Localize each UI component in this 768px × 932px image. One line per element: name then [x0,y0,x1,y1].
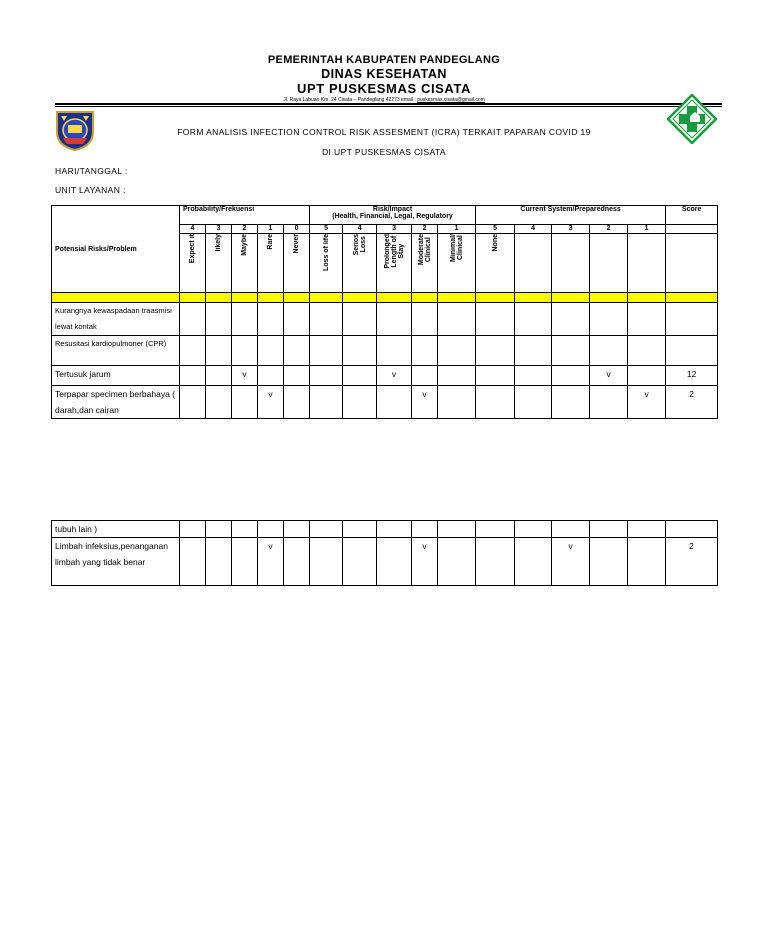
rating-number: 4 [180,225,206,234]
risk-label: Resusitasi kardiopulmoner (CPR) [52,336,180,366]
rating-cell[interactable] [377,521,412,538]
rating-cell[interactable] [377,538,412,586]
score-cell[interactable] [666,336,718,366]
rating-cell[interactable] [284,521,310,538]
table-row [52,538,718,586]
rating-cell[interactable] [343,521,377,538]
rating-cell[interactable] [180,303,206,336]
rating-label-cell [343,234,377,293]
rating-cell[interactable] [284,386,310,419]
rating-cell[interactable]: v [258,386,284,419]
rating-cell[interactable]: v [412,538,438,586]
rating-cell[interactable] [284,336,310,366]
rating-cell[interactable] [377,336,412,366]
rating-number: 3 [552,225,590,234]
rating-cell[interactable] [284,303,310,336]
rating-cell[interactable] [343,538,377,586]
rating-cell[interactable] [310,303,343,336]
rating-label-cell [628,234,666,293]
rating-number: 5 [476,225,515,234]
score-cell[interactable]: 2 [666,386,718,419]
table-row [52,386,718,419]
form-subtitle: DI UPT PUSKESMAS CISATA [322,147,446,157]
risk-label: Kurangnya kewaspadaan traasmisi lewat kontak [52,303,180,336]
rating-cell[interactable]: v [552,538,590,586]
score-cell[interactable]: 12 [666,366,718,386]
header-government: PEMERINTAH KABUPATEN PANDEGLANG [267,54,501,66]
rating-cell[interactable] [206,366,232,386]
rating-label-cell [310,234,343,293]
rating-cell[interactable] [258,303,284,336]
rating-cell[interactable] [552,303,590,336]
header-rule [55,103,722,105]
header-puskesmas: UPT PUSKESMAS CISATA [296,81,472,96]
rating-label: Moderate Clinical [417,234,432,266]
highlight-cell [232,293,258,303]
rating-label: Serios Loss [352,234,367,256]
rating-number: 1 [438,225,476,234]
rating-cell[interactable] [438,521,476,538]
table-row [52,521,718,538]
rating-cell[interactable] [590,336,628,366]
rating-cell[interactable] [232,386,258,419]
rating-cell[interactable] [258,366,284,386]
rating-cell[interactable] [232,538,258,586]
rating-cell[interactable] [628,303,666,336]
rating-cell[interactable] [258,336,284,366]
rating-label: None [491,234,499,252]
rating-cell[interactable] [206,538,232,586]
rating-number: 2 [232,225,258,234]
rating-cell[interactable]: v [628,386,666,419]
header-rule-thin [55,106,722,107]
rating-cell[interactable] [310,366,343,386]
highlight-cell [552,293,590,303]
rating-label-cell [590,234,628,293]
rating-label-cell [515,234,552,293]
rating-cell[interactable] [476,336,515,366]
rating-cell[interactable] [310,538,343,586]
table-body-continued [52,521,718,586]
rating-cell[interactable] [180,386,206,419]
rating-cell[interactable] [343,386,377,419]
rating-cell[interactable] [310,386,343,419]
rating-cell[interactable] [438,336,476,366]
highlight-cell [284,293,310,303]
rating-label-cell [438,234,476,293]
rating-cell[interactable] [343,303,377,336]
rating-number: 1 [628,225,666,234]
risk-label: Terpapar specimen berbahaya ( darah,dan cairan [52,386,180,419]
col-group-probability: Probability/Frekuensi [180,206,310,225]
risk-label: tubuh lain ) [52,521,180,538]
rating-cell[interactable] [180,336,206,366]
rating-label-cell [552,234,590,293]
rating-cell[interactable] [476,366,515,386]
rating-label: Prolonged Length of Stay [383,234,405,269]
score-cell[interactable] [666,303,718,336]
rating-cell[interactable] [438,386,476,419]
rating-cell[interactable] [310,336,343,366]
icra-table [51,205,718,419]
rating-label-cell [206,234,232,293]
rating-cell[interactable] [232,303,258,336]
rating-cell[interactable] [206,386,232,419]
rating-cell[interactable] [552,386,590,419]
highlight-row [52,293,718,303]
highlight-cell [180,293,206,303]
rating-cell[interactable] [628,538,666,586]
rating-cell[interactable] [310,521,343,538]
rating-label-cell [180,234,206,293]
highlight-cell [476,293,515,303]
rating-cell[interactable]: v [232,366,258,386]
rating-cell[interactable] [438,538,476,586]
rating-number: 4 [515,225,552,234]
rating-cell[interactable] [180,538,206,586]
rating-cell[interactable] [552,521,590,538]
unit-field-label: UNIT LAYANAN : [55,185,126,195]
highlight-cell [310,293,343,303]
rating-label: Rare [267,234,274,250]
rating-cell[interactable]: v [412,386,438,419]
rating-cell[interactable]: v [590,366,628,386]
rating-cell[interactable] [412,336,438,366]
rating-cell[interactable]: v [258,538,284,586]
rating-cell[interactable] [258,521,284,538]
rating-label: likely [215,234,222,252]
rating-cell[interactable] [206,336,232,366]
rating-cell[interactable]: v [377,366,412,386]
date-field-label: HARI/TANGGAL : [55,166,128,176]
rating-cell[interactable] [438,303,476,336]
rating-cell[interactable] [590,521,628,538]
highlight-cell [590,293,628,303]
col-group-impact: Risk/Impact (Health, Financial, Legal, Regulatory [310,206,476,225]
rating-label-cell [412,234,438,293]
rating-number: 3 [206,225,232,234]
rating-cell[interactable] [412,366,438,386]
rating-cell[interactable] [590,386,628,419]
rating-cell[interactable] [476,538,515,586]
rating-number: 5 [310,225,343,234]
rating-cell[interactable] [515,366,552,386]
rating-cell[interactable] [180,366,206,386]
rating-label-cell [476,234,515,293]
table-row [52,366,718,386]
rating-label: Never [293,234,301,254]
table-row [52,303,718,336]
score-label-cell [666,234,718,293]
score-number-cell [666,225,718,234]
highlight-cell [412,293,438,303]
rating-cell[interactable] [180,521,206,538]
rating-number: 2 [412,225,438,234]
rating-label: Expect it [189,234,196,264]
rating-label-cell [377,234,412,293]
col-group-preparedness: Current System/Preparedness [476,206,666,225]
rating-label-cell [232,234,258,293]
rating-cell[interactable] [515,386,552,419]
rating-cell[interactable] [377,386,412,419]
highlight-cell [206,293,232,303]
score-cell[interactable] [666,521,718,538]
rating-label: Loss of life [322,234,330,271]
rating-cell[interactable] [412,521,438,538]
rating-cell[interactable] [343,336,377,366]
rating-cell[interactable] [590,303,628,336]
rating-cell[interactable] [412,303,438,336]
highlight-cell [666,293,718,303]
highlight-cell [258,293,284,303]
rating-number: 2 [590,225,628,234]
rating-cell[interactable] [552,366,590,386]
rating-cell[interactable] [628,366,666,386]
rating-cell[interactable] [377,303,412,336]
rating-label-cell [258,234,284,293]
table-body [52,303,718,419]
rating-cell[interactable] [284,538,310,586]
rating-cell[interactable] [343,366,377,386]
highlight-cell [377,293,412,303]
rating-cell[interactable] [515,336,552,366]
icra-table-continued [51,520,718,586]
col-header-score: Score [666,206,718,225]
rating-number: 4 [343,225,377,234]
table-row [52,336,718,366]
form-title: FORM ANALISIS INFECTION CONTROL RISK ASSESMENT (ICRA) TERKAIT PAPARAN COVID 19 [177,127,591,137]
rating-cell[interactable] [515,303,552,336]
rating-label-cell [284,234,310,293]
score-cell[interactable]: 2 [666,538,718,586]
rating-cell[interactable] [438,366,476,386]
col-header-risk: Potensial Risks/Problem [52,206,180,293]
rating-label: Minimal/ Clinical [449,234,464,263]
rating-cell[interactable] [628,521,666,538]
email-link[interactable]: puskesmas.cisata@gmail.com [417,97,485,103]
header-department: DINAS KESEHATAN [321,67,447,81]
rating-cell[interactable] [590,538,628,586]
rating-cell[interactable] [206,521,232,538]
highlight-cell [438,293,476,303]
rating-cell[interactable] [206,303,232,336]
highlight-cell [343,293,377,303]
rating-cell[interactable] [232,521,258,538]
rating-number: 0 [284,225,310,234]
rating-cell[interactable] [476,303,515,336]
rating-cell[interactable] [476,386,515,419]
highlight-cell [52,293,180,303]
rating-number: 3 [377,225,412,234]
rating-cell[interactable] [232,336,258,366]
rating-number: 1 [258,225,284,234]
risk-label: Tertusuk jarum [52,366,180,386]
rating-cell[interactable] [552,336,590,366]
rating-cell[interactable] [515,538,552,586]
rating-label: Maybe [241,234,248,256]
highlight-cell [628,293,666,303]
rating-cell[interactable] [628,336,666,366]
rating-cell[interactable] [515,521,552,538]
rating-cell[interactable] [284,366,310,386]
address-text: Jl. Raya Labuan Km. 24 Cisata – Pandeglang 42273 email : [283,97,416,103]
rating-cell[interactable] [476,521,515,538]
risk-label: Limbah infeksius,penanganan limbah yang tidak benar [52,538,180,586]
highlight-cell [515,293,552,303]
